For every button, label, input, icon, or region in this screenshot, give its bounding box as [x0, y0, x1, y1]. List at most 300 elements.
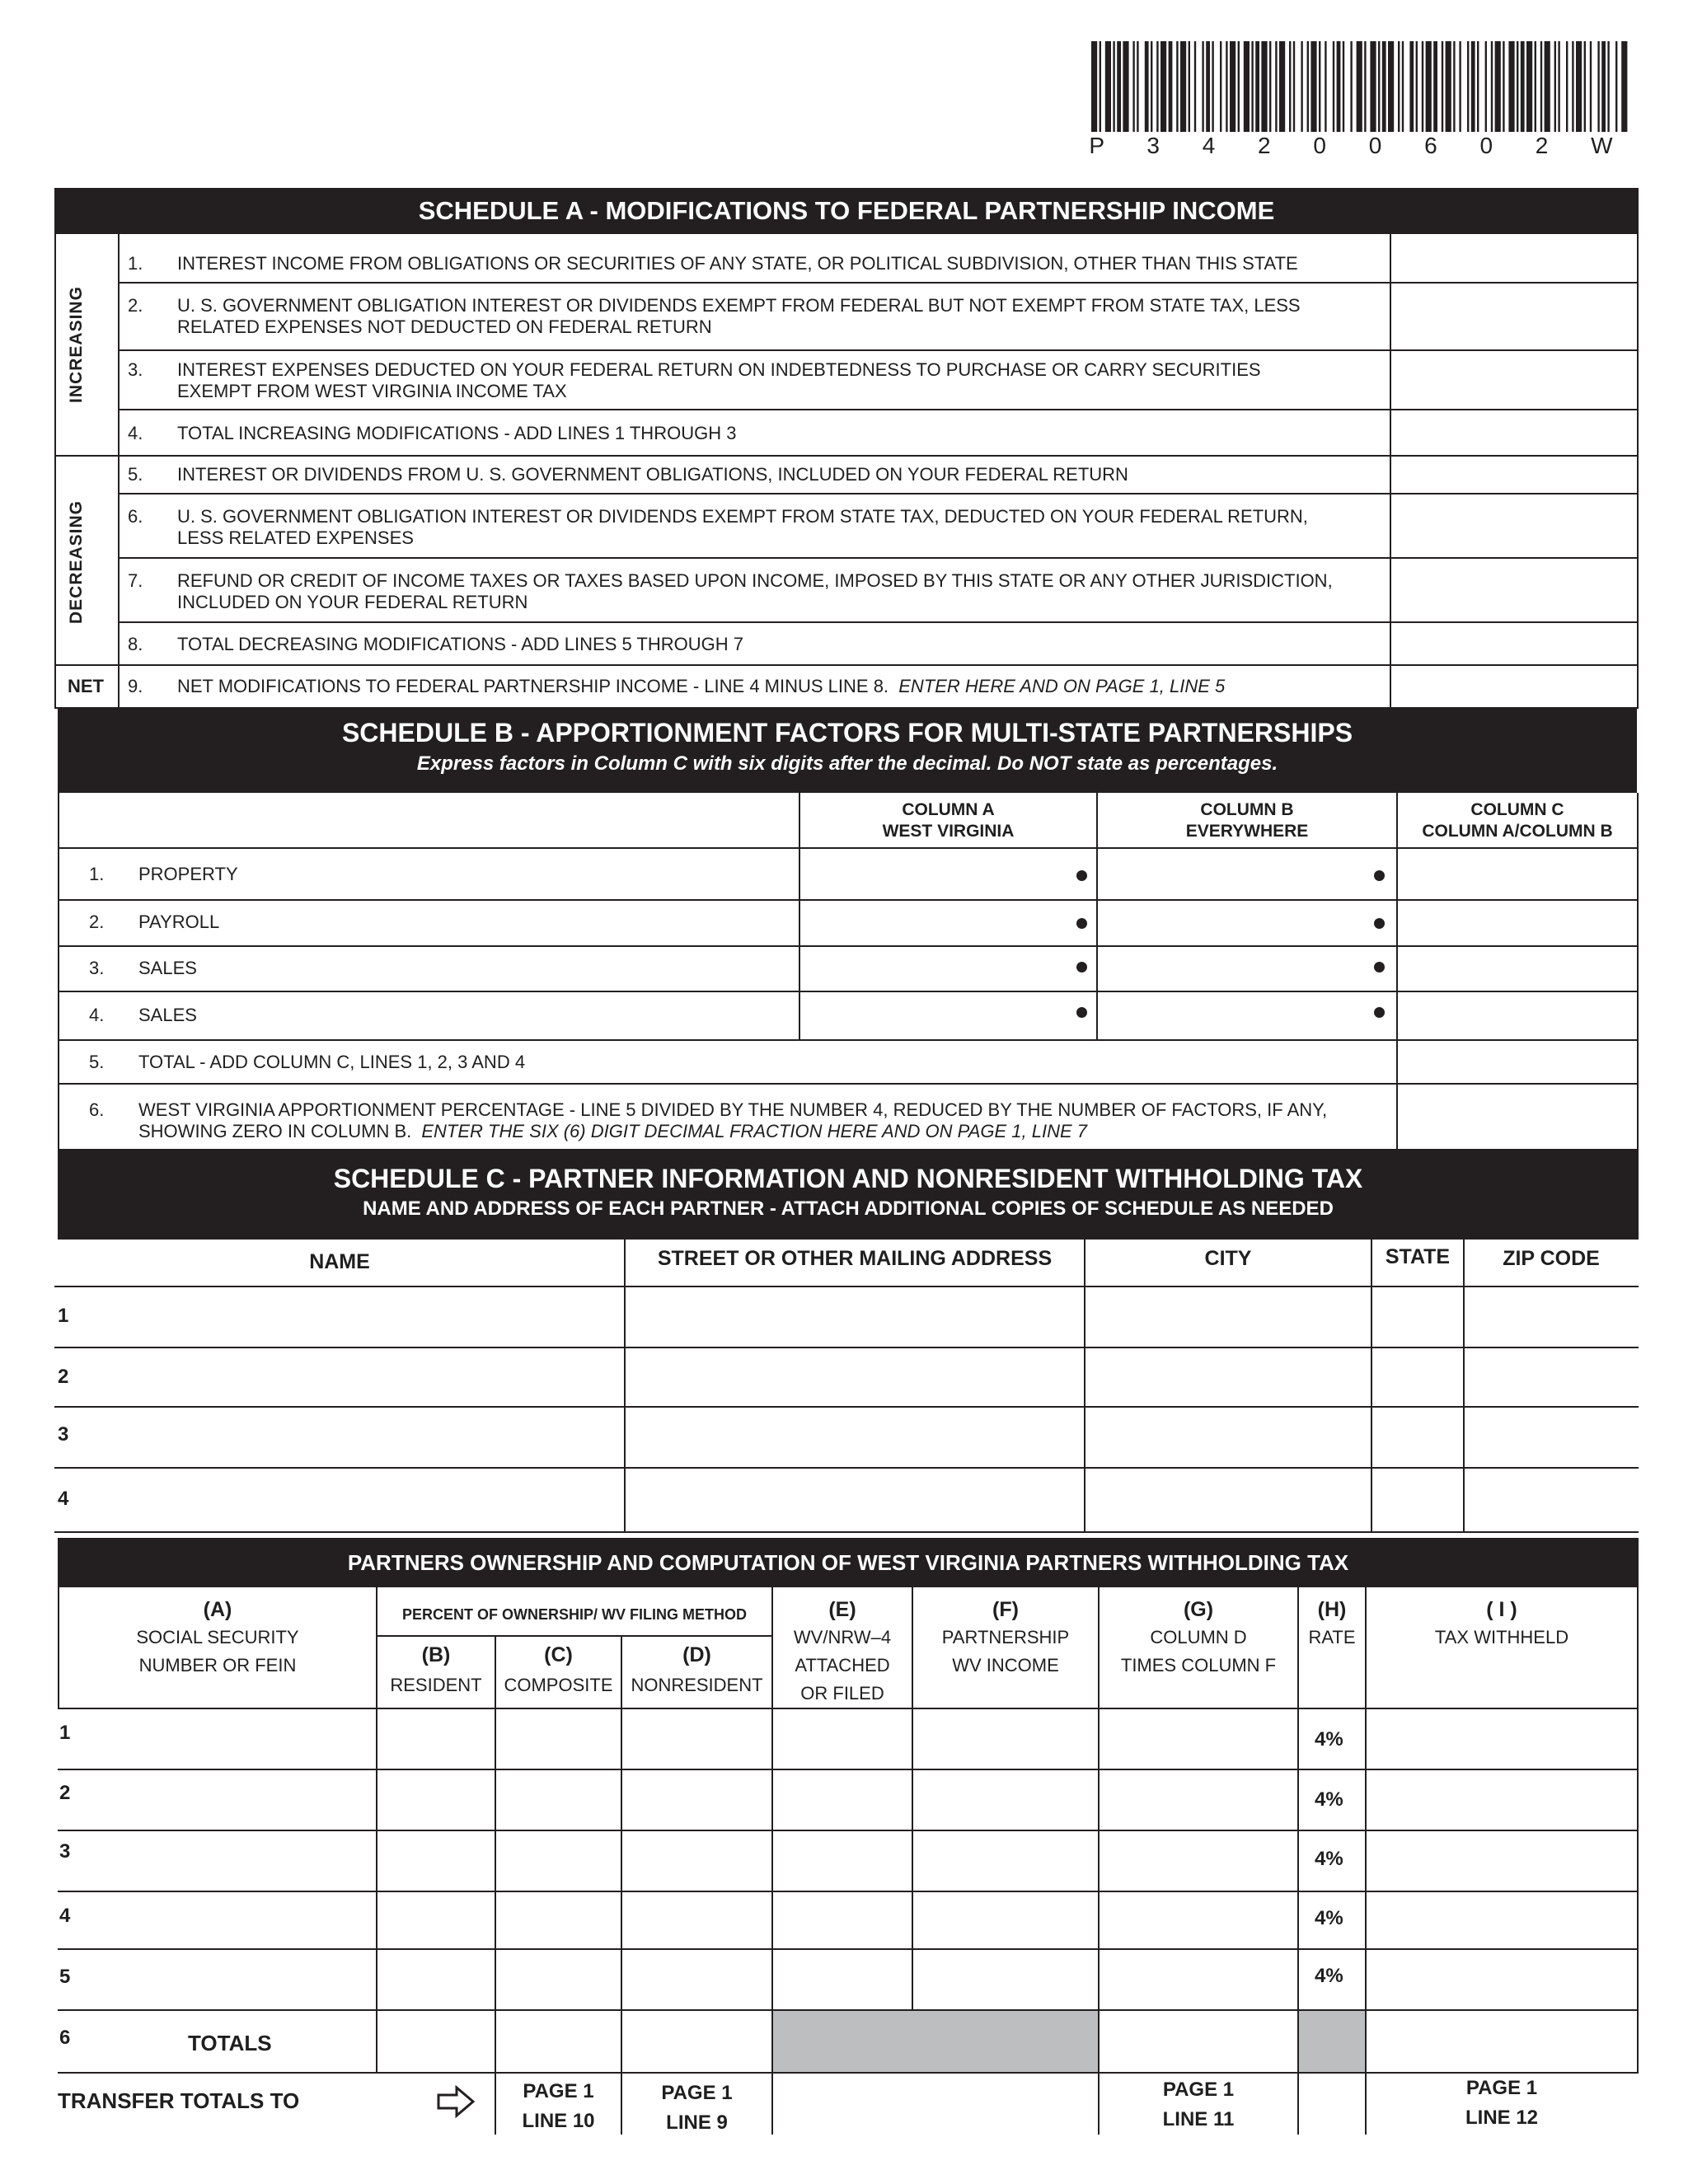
sales-2-wv-field[interactable]	[803, 994, 1067, 1038]
partner-4-ssn-field[interactable]	[59, 1892, 376, 1948]
partner-1-composite-field[interactable]	[496, 1709, 621, 1769]
sales-2-factor-field[interactable]	[1400, 994, 1635, 1038]
partner-4-zip-field[interactable]	[1466, 1470, 1637, 1530]
barcode-bar	[1607, 41, 1609, 132]
partner-1-nonresident-field[interactable]	[622, 1709, 771, 1769]
partner-1-col-g-field[interactable]	[1100, 1709, 1297, 1769]
line-5-amount-field[interactable]	[1393, 458, 1635, 491]
line-text: RELATED EXPENSES NOT DEDUCTED ON FEDERAL RETURN	[177, 316, 712, 337]
factor-number: 6.	[89, 1099, 105, 1120]
barcode-bar	[1091, 41, 1097, 132]
line-text: U. S. GOVERNMENT OBLIGATION INTEREST OR DIVIDENDS EXEMPT FROM FEDERAL BUT NOT EXEMPT FROM STATE TAX, LESS	[177, 295, 1301, 316]
partner-5-ssn-field[interactable]	[59, 1950, 376, 2009]
line-4-amount-field[interactable]	[1393, 412, 1635, 453]
barcode-bar	[1554, 41, 1556, 132]
barcode-bar	[1325, 41, 1326, 132]
barcode-bar	[1558, 41, 1559, 132]
line-9-amount-field[interactable]	[1393, 668, 1635, 705]
column-h-code: (H)	[1317, 1598, 1347, 1621]
barcode-bar	[1337, 41, 1341, 132]
percent-ownership-header: PERCENT OF OWNERSHIP/ WV FILING METHOD	[402, 1606, 747, 1623]
partner-5-composite-field[interactable]	[496, 1950, 621, 2009]
partner-row-number: 3	[58, 1423, 69, 1446]
transfer-page: PAGE 1	[1162, 2079, 1235, 2101]
partner-2-state-field[interactable]	[1374, 1350, 1461, 1404]
partner-4-tax-withheld-field[interactable]	[1367, 1892, 1637, 1948]
barcode-bar	[1151, 41, 1152, 132]
state-column-header: STATE	[1385, 1245, 1451, 1268]
column-c-sublabel: COLUMN A/COLUMN B	[1422, 822, 1613, 841]
barcode-bar	[1105, 41, 1111, 132]
column-g-code: (G)	[1183, 1598, 1214, 1621]
zip-column-header: ZIP CODE	[1503, 1247, 1600, 1270]
schedule-b-header	[58, 709, 1637, 793]
decreasing-label: DECREASING	[67, 499, 86, 625]
partner-4-name-field[interactable]	[82, 1470, 621, 1530]
column-c-header	[496, 1638, 621, 1699]
column-f-header	[913, 1596, 1098, 1680]
barcode-bar	[1540, 41, 1542, 132]
line-text: INTEREST EXPENSES DEDUCTED ON YOUR FEDERAL RETURN ON INDEBTEDNESS TO PURCHASE OR CARRY SECURITIES	[177, 359, 1261, 380]
name-column-header: NAME	[309, 1250, 370, 1273]
schedule-b-subtitle: Express factors in Column C with six digits after the decimal. Do NOT state as percentages.	[416, 752, 1278, 775]
ownership-row-number: 5	[59, 1966, 71, 1988]
factor-number: 3.	[89, 958, 105, 978]
barcode-bar	[1576, 41, 1582, 132]
column-h-header	[1299, 1596, 1365, 1652]
partner-row-number: 4	[58, 1488, 69, 1510]
barcode-bar	[1251, 41, 1253, 132]
partner-3-zip-field[interactable]	[1466, 1409, 1637, 1465]
factor-label: PAYROLL	[138, 912, 220, 932]
partner-4-nrw4-field[interactable]	[773, 1892, 912, 1948]
barcode-bar	[1350, 41, 1352, 132]
partner-2-nrw4-field[interactable]	[773, 1770, 912, 1830]
partner-3-nonresident-field[interactable]	[622, 1831, 771, 1891]
rate-value: 4%	[1315, 1728, 1343, 1750]
partner-4-resident-field[interactable]	[377, 1892, 495, 1948]
sales-factor-field[interactable]	[1400, 949, 1635, 989]
barcode-bar	[1378, 41, 1380, 132]
column-g-header	[1100, 1596, 1297, 1680]
schedule-c-title: SCHEDULE C - PARTNER INFORMATION AND NONRESIDENT WITHHOLDING TAX	[333, 1164, 1363, 1193]
line-text	[177, 676, 1225, 697]
increasing-label: INCREASING	[67, 286, 86, 403]
barcode-bar	[1526, 41, 1532, 132]
totals-nonresident-field[interactable]	[622, 2011, 771, 2072]
barcode-bar	[1590, 41, 1592, 132]
column-a-code: (A)	[203, 1598, 232, 1621]
line-number: 1.	[128, 253, 143, 274]
barcode-bar	[1123, 41, 1128, 132]
transfer-page: PAGE 1	[661, 2082, 733, 2104]
barcode-bar	[1370, 41, 1376, 132]
factor-number: 2.	[89, 912, 105, 932]
sales-wv-field[interactable]	[803, 949, 1067, 989]
property-wv-field[interactable]	[803, 851, 1067, 897]
line-text: U. S. GOVERNMENT OBLIGATION INTEREST OR DIVIDENDS EXEMPT FROM STATE TAX, DEDUCTED ON YOUR FEDERAL RETURN,	[177, 506, 1308, 527]
barcode-bar	[1343, 41, 1344, 132]
line-number: 4.	[128, 423, 143, 443]
factor-label: TOTAL - ADD COLUMN C, LINES 1, 2, 3 AND 4	[138, 1052, 526, 1072]
partner-4-address-field[interactable]	[627, 1470, 1082, 1530]
partner-1-wv-income-field[interactable]	[913, 1709, 1098, 1769]
payroll-factor-field[interactable]	[1400, 902, 1635, 944]
column-c-label: COMPOSITE	[504, 1675, 613, 1695]
barcode-bar	[1572, 41, 1573, 132]
partner-2-composite-field[interactable]	[496, 1770, 621, 1830]
transfer-line: LINE 11	[1162, 2108, 1235, 2130]
barcode-bar	[1584, 41, 1586, 132]
column-e-code: (E)	[828, 1598, 856, 1621]
column-a-header	[800, 799, 1096, 842]
column-e-sublabel: OR FILED	[800, 1683, 884, 1704]
transfer-column-c	[496, 2077, 621, 2136]
column-a-label: COLUMN A	[902, 800, 995, 819]
partner-1-city-field[interactable]	[1087, 1289, 1369, 1345]
transfer-totals-label: TRANSFER TOTALS TO	[58, 2088, 300, 2113]
barcode-bar	[1402, 41, 1404, 132]
line-number: 5.	[128, 464, 143, 485]
column-b-header	[1098, 799, 1396, 842]
barcode-bar	[1169, 41, 1173, 132]
partner-3-city-field[interactable]	[1087, 1409, 1369, 1465]
barcode-bar	[1364, 41, 1366, 132]
barcode-bar	[1409, 41, 1414, 132]
barcode-bar	[1566, 41, 1568, 132]
column-d-label: NONRESIDENT	[631, 1675, 763, 1695]
barcode-bar	[1508, 41, 1514, 132]
barcode-bar	[1311, 41, 1316, 132]
barcode-bar	[1145, 41, 1149, 132]
partner-1-nrw4-field[interactable]	[773, 1709, 912, 1769]
ownership-row-number: 2	[59, 1782, 71, 1804]
partner-2-city-field[interactable]	[1087, 1350, 1369, 1404]
decimal-point-marker	[1076, 1007, 1087, 1018]
ownership-row-number: 3	[59, 1840, 71, 1863]
barcode-bar	[1477, 41, 1479, 132]
line-8-amount-field[interactable]	[1393, 625, 1635, 663]
line-number: 6.	[128, 506, 143, 527]
barcode-bar	[1601, 41, 1606, 132]
barcode-bar	[1269, 41, 1271, 132]
decimal-point-marker	[1076, 870, 1087, 881]
partner-2-ssn-field[interactable]	[59, 1770, 376, 1830]
partner-4-col-g-field[interactable]	[1100, 1892, 1297, 1948]
barcode-bar	[1230, 41, 1236, 132]
column-i-header	[1367, 1596, 1637, 1652]
line-6-amount-field[interactable]	[1393, 496, 1635, 555]
line-2-amount-field[interactable]	[1393, 285, 1635, 348]
partner-3-address-field[interactable]	[627, 1409, 1082, 1465]
partner-3-name-field[interactable]	[82, 1409, 621, 1465]
factor-number: 4.	[89, 1005, 105, 1025]
rate-value: 4%	[1315, 1848, 1343, 1870]
apportionment-percentage-field[interactable]	[1400, 1086, 1635, 1147]
barcode-bar	[1279, 41, 1285, 132]
transfer-column-i	[1367, 2074, 1637, 2133]
partner-1-ssn-field[interactable]	[59, 1709, 376, 1769]
barcode-bar	[1100, 41, 1101, 132]
barcode-bar	[1261, 41, 1267, 132]
barcode-bar	[1319, 41, 1320, 132]
line-number: 8.	[128, 634, 143, 654]
barcode-bar	[1426, 41, 1432, 132]
barcode-bar	[1422, 41, 1423, 132]
column-e-label: WV/NRW–4	[793, 1627, 892, 1647]
column-c-label: COLUMN C	[1470, 800, 1564, 819]
line-text: LESS RELATED EXPENSES	[177, 527, 414, 548]
column-a-header	[59, 1596, 376, 1680]
line-text: INTEREST INCOME FROM OBLIGATIONS OR SECURITIES OF ANY STATE, OR POLITICAL SUBDIVISION, OTHER THAN THIS STATE	[177, 253, 1298, 274]
line-number: 2.	[128, 295, 143, 316]
partner-2-name-field[interactable]	[82, 1350, 621, 1404]
partner-2-nonresident-field[interactable]	[622, 1770, 771, 1830]
partner-2-address-field[interactable]	[627, 1350, 1082, 1404]
barcode-bar	[1357, 41, 1362, 132]
partner-4-wv-income-field[interactable]	[913, 1892, 1098, 1948]
column-a-sublabel: NUMBER OR FEIN	[138, 1655, 297, 1675]
partner-5-wv-income-field[interactable]	[913, 1950, 1098, 2009]
column-d-header	[622, 1638, 771, 1699]
partner-3-state-field[interactable]	[1374, 1409, 1461, 1465]
barcode-bar	[1301, 41, 1302, 132]
column-g-label: COLUMN D	[1150, 1627, 1247, 1647]
barcode-bar	[1453, 41, 1455, 132]
payroll-everywhere-field[interactable]	[1100, 902, 1364, 944]
barcode-bar	[1194, 41, 1196, 132]
barcode-bar	[1202, 41, 1203, 132]
partner-2-col-g-field[interactable]	[1100, 1770, 1297, 1830]
partner-5-nrw4-field[interactable]	[773, 1950, 912, 2009]
column-e-sublabel: ATTACHED	[795, 1655, 890, 1675]
address-column-header: STREET OR OTHER MAILING ADDRESS	[657, 1247, 1053, 1270]
barcode-bar	[1382, 41, 1386, 132]
barcode-image	[1088, 41, 1632, 140]
shaded-cell	[772, 2011, 1100, 2072]
barcode-bar	[1226, 41, 1227, 132]
barcode-bar	[1535, 41, 1536, 132]
factor-label	[138, 1121, 1087, 1142]
line-7-amount-field[interactable]	[1393, 560, 1635, 620]
sales-everywhere-field[interactable]	[1100, 949, 1364, 989]
line-1-amount-field[interactable]	[1393, 236, 1635, 280]
partner-3-wv-income-field[interactable]	[913, 1831, 1098, 1891]
partner-5-col-g-field[interactable]	[1100, 1950, 1297, 2009]
barcode-bar	[1446, 41, 1451, 132]
factor-label: WEST VIRGINIA APPORTIONMENT PERCENTAGE - LINE 5 DIVIDED BY THE NUMBER 4, REDUCED BY THE NUMBER OF FACTORS, IF ANY,	[138, 1099, 1328, 1120]
partner-2-resident-field[interactable]	[377, 1770, 495, 1830]
barcode-bar	[1189, 41, 1190, 132]
barcode-bar	[1433, 41, 1437, 132]
property-factor-field[interactable]	[1400, 851, 1635, 897]
barcode-bar	[1503, 41, 1504, 132]
partner-5-tax-withheld-field[interactable]	[1367, 1950, 1637, 2009]
column-f-sublabel: WV INCOME	[952, 1655, 1059, 1675]
barcode-bar	[1615, 41, 1617, 132]
partner-4-nonresident-field[interactable]	[622, 1892, 771, 1948]
column-b-code: (B)	[421, 1643, 451, 1666]
barcode-bar	[1333, 41, 1334, 132]
rate-value: 4%	[1315, 1965, 1343, 1987]
barcode-bar	[1521, 41, 1525, 132]
partner-3-nrw4-field[interactable]	[773, 1831, 912, 1891]
column-i-label: TAX WITHHELD	[1434, 1627, 1569, 1647]
line-text: EXEMPT FROM WEST VIRGINIA INCOME TAX	[177, 381, 567, 401]
partner-2-tax-withheld-field[interactable]	[1367, 1770, 1637, 1830]
column-i-code: ( I )	[1486, 1598, 1517, 1621]
line-3-amount-field[interactable]	[1393, 353, 1635, 407]
factor-number: 5.	[89, 1052, 105, 1072]
barcode-bar	[1307, 41, 1309, 132]
decimal-point-marker	[1374, 918, 1385, 929]
column-a-label: SOCIAL SECURITY	[136, 1627, 299, 1647]
totals-tax-withheld-field[interactable]	[1367, 2011, 1637, 2072]
partner-4-state-field[interactable]	[1374, 1470, 1461, 1530]
factor-label-instruction: ENTER THE SIX (6) DIGIT DECIMAL FRACTION HERE AND ON PAGE 1, LINE 7	[421, 1121, 1087, 1141]
barcode-bar	[1459, 41, 1461, 132]
shaded-cell	[1299, 2011, 1365, 2072]
barcode-bar	[1117, 41, 1121, 132]
partner-row-number: 2	[58, 1366, 69, 1388]
barcode-text: P 3 4 2 0 0 6 0 2 W	[1089, 133, 1631, 158]
line-text: INCLUDED ON YOUR FEDERAL RETURN	[177, 592, 528, 612]
barcode-bar	[1206, 41, 1210, 132]
column-c-code: (C)	[544, 1643, 573, 1666]
totals-composite-field[interactable]	[496, 2011, 621, 2072]
partner-1-tax-withheld-field[interactable]	[1367, 1709, 1637, 1769]
property-everywhere-field[interactable]	[1100, 851, 1364, 897]
barcode	[1088, 41, 1632, 158]
partner-3-col-g-field[interactable]	[1100, 1831, 1297, 1891]
barcode-bar	[1416, 41, 1418, 132]
schedule-c-subtitle: NAME AND ADDRESS OF EACH PARTNER - ATTACH ADDITIONAL COPIES OF SCHEDULE AS NEEDED	[363, 1197, 1334, 1220]
line-text: TOTAL DECREASING MODIFICATIONS - ADD LINES 5 THROUGH 7	[177, 634, 743, 654]
totals-row-number: 6	[59, 2027, 71, 2049]
column-f-code: (F)	[992, 1598, 1019, 1621]
barcode-bar	[1467, 41, 1469, 132]
partner-4-city-field[interactable]	[1087, 1470, 1369, 1530]
barcode-bar	[1160, 41, 1166, 132]
barcode-bar	[1517, 41, 1518, 132]
line-text: INTEREST OR DIVIDENDS FROM U. S. GOVERNMENT OBLIGATIONS, INCLUDED ON YOUR FEDERAL RETURN	[177, 464, 1128, 485]
partner-row-number: 1	[58, 1305, 69, 1327]
factor-label: SALES	[138, 1005, 197, 1025]
barcode-bar	[1495, 41, 1501, 132]
transfer-line: LINE 10	[522, 2110, 595, 2132]
schedule-b-title: SCHEDULE B - APPORTIONMENT FACTORS FOR MULTI-STATE PARTNERSHIPS	[341, 718, 1353, 748]
transfer-column-g	[1100, 2075, 1297, 2135]
barcode-bar	[1485, 41, 1487, 132]
factor-label: SALES	[138, 958, 197, 978]
barcode-bar	[1293, 41, 1295, 132]
rate-value: 4%	[1315, 1788, 1343, 1811]
column-b-header	[377, 1638, 495, 1699]
column-b-sublabel: EVERYWHERE	[1185, 822, 1309, 841]
column-g-sublabel: TIMES COLUMN F	[1120, 1655, 1277, 1675]
transfer-column-d	[622, 2079, 771, 2138]
decimal-point-marker	[1076, 962, 1087, 972]
line-text: TOTAL INCREASING MODIFICATIONS - ADD LINES 1 THROUGH 3	[177, 423, 737, 443]
barcode-bar	[1156, 41, 1158, 132]
barcode-bar	[1238, 41, 1240, 132]
transfer-line: LINE 9	[666, 2111, 728, 2134]
barcode-bar	[1212, 41, 1213, 132]
barcode-bar	[1275, 41, 1277, 132]
schedule-c-header	[58, 1149, 1639, 1240]
barcode-bar	[1621, 41, 1627, 132]
barcode-bar	[1471, 41, 1475, 132]
decimal-point-marker	[1374, 870, 1385, 881]
barcode-bar	[1597, 41, 1599, 132]
partner-1-zip-field[interactable]	[1466, 1289, 1637, 1345]
barcode-bar	[1220, 41, 1221, 132]
line-number: 7.	[128, 570, 143, 591]
partner-5-resident-field[interactable]	[377, 1950, 495, 2009]
ownership-row-number: 1	[59, 1722, 71, 1744]
barcode-bar	[1137, 41, 1138, 132]
barcode-bar	[1176, 41, 1178, 132]
partner-3-composite-field[interactable]	[496, 1831, 621, 1891]
factor-label-main: SHOWING ZERO IN COLUMN B.	[138, 1121, 412, 1141]
barcode-bar	[1255, 41, 1259, 132]
barcode-bar	[1442, 41, 1443, 132]
partner-3-tax-withheld-field[interactable]	[1367, 1831, 1637, 1891]
decimal-point-marker	[1076, 918, 1087, 929]
decimal-point-marker	[1374, 1007, 1385, 1018]
barcode-bar	[1398, 41, 1400, 132]
partner-5-nonresident-field[interactable]	[622, 1950, 771, 2009]
ownership-title: PARTNERS OWNERSHIP AND COMPUTATION OF WEST VIRGINIA PARTNERS WITHHOLDING TAX	[58, 1538, 1639, 1587]
barcode-bar	[1491, 41, 1493, 132]
partner-2-wv-income-field[interactable]	[913, 1770, 1098, 1830]
partner-1-resident-field[interactable]	[377, 1709, 495, 1769]
partner-4-composite-field[interactable]	[496, 1892, 621, 1948]
factor-label: PROPERTY	[138, 864, 238, 884]
barcode-bar	[1545, 41, 1550, 132]
partner-3-resident-field[interactable]	[377, 1831, 495, 1891]
arrow-right-icon	[437, 2085, 475, 2118]
column-b-label: COLUMN B	[1200, 800, 1294, 819]
partner-2-zip-field[interactable]	[1466, 1350, 1637, 1404]
payroll-wv-field[interactable]	[803, 902, 1067, 944]
partner-1-address-field[interactable]	[627, 1289, 1082, 1345]
barcode-bar	[1289, 41, 1291, 132]
barcode-bar	[1388, 41, 1394, 132]
transfer-page: PAGE 1	[1465, 2077, 1538, 2099]
totals-label: TOTALS	[188, 2031, 272, 2055]
line-text: REFUND OR CREDIT OF INCOME TAXES OR TAXES BASED UPON INCOME, IMPOSED BY THIS STATE OR ANY OTHER JURISDICTION,	[177, 570, 1333, 591]
line-number: 3.	[128, 359, 143, 380]
totals-resident-field[interactable]	[377, 2011, 495, 2072]
city-column-header: CITY	[1204, 1247, 1252, 1270]
line-text-main: NET MODIFICATIONS TO FEDERAL PARTNERSHIP INCOME - LINE 4 MINUS LINE 8.	[177, 676, 889, 696]
rate-value: 4%	[1315, 1907, 1343, 1929]
column-d-code: (D)	[682, 1643, 711, 1666]
sales-2-everywhere-field[interactable]	[1100, 994, 1364, 1038]
schedule-a-title: SCHEDULE A - MODIFICATIONS TO FEDERAL PARTNERSHIP INCOME	[54, 188, 1639, 234]
partner-3-ssn-field[interactable]	[59, 1831, 376, 1891]
column-a-sublabel: WEST VIRGINIA	[882, 822, 1015, 841]
transfer-line: LINE 12	[1465, 2107, 1539, 2129]
partner-1-state-field[interactable]	[1374, 1289, 1461, 1345]
total-factor-field[interactable]	[1400, 1043, 1635, 1081]
partner-1-name-field[interactable]	[82, 1289, 621, 1345]
totals-col-g-field[interactable]	[1100, 2011, 1297, 2072]
column-b-label: RESIDENT	[390, 1675, 482, 1695]
ownership-row-number: 4	[59, 1905, 71, 1927]
line-number: 9.	[128, 676, 143, 696]
